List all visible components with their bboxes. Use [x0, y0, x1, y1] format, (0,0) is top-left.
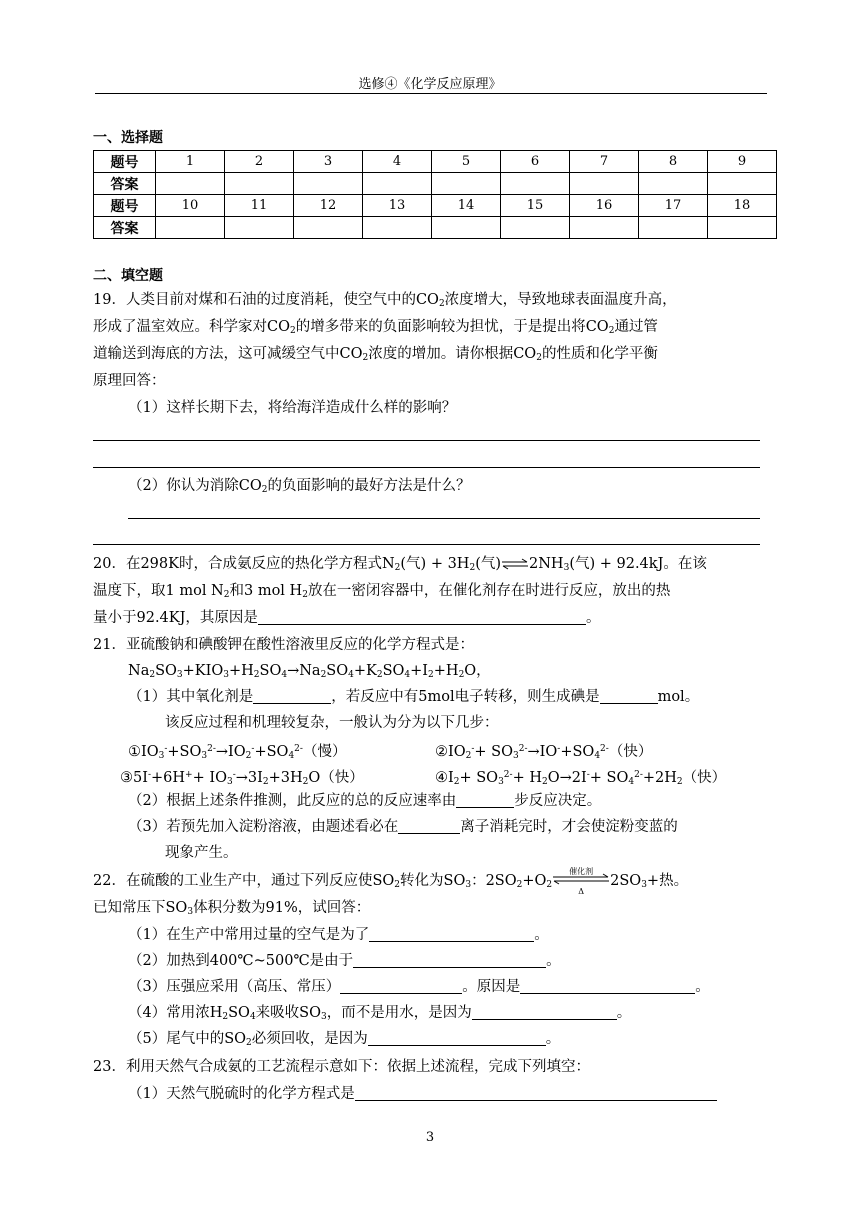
- question-number-cell: 1: [156, 151, 225, 173]
- reversible-arrow-icon: [501, 558, 529, 570]
- answer-cell[interactable]: [708, 217, 777, 239]
- q21-blank-step[interactable]: [456, 793, 514, 808]
- question-number-cell: 18: [708, 195, 777, 217]
- page-header: 选修④《化学反应原理》: [358, 77, 502, 92]
- question-number-cell: 12: [294, 195, 363, 217]
- q21-line1: 21．亚硫酸钠和碘酸钾在酸性溶液里反应的化学方程式是：: [93, 637, 474, 653]
- q21-blank-ion[interactable]: [398, 819, 460, 834]
- question-number-cell: 14: [432, 195, 501, 217]
- question-number-cell: 16: [570, 195, 639, 217]
- catalyst-arrow: [552, 867, 610, 896]
- row-label-answer: 答案: [94, 217, 156, 239]
- q21-sub1: （1）其中氧化剂是 ，若反应中有5mol电子转移，则生成碘是 mol。: [128, 689, 700, 705]
- q22-sub4: （4）常用浓$H_2SO_4$来吸收$SO_3$，而不是用水，是因为 。: [128, 1005, 632, 1022]
- q19-line4: 原理回答：: [93, 373, 166, 389]
- q19-answer-line-3[interactable]: [128, 518, 760, 519]
- answer-cell[interactable]: [570, 173, 639, 195]
- q19-answer-line-4[interactable]: [93, 544, 760, 545]
- question-number-cell: 13: [363, 195, 432, 217]
- question-number-cell: 17: [639, 195, 708, 217]
- q19-answer-line-1[interactable]: [93, 440, 760, 441]
- answer-cell[interactable]: [156, 173, 225, 195]
- q22-blank-1[interactable]: [369, 927, 534, 942]
- table-row-answers: [94, 217, 777, 239]
- answer-cell[interactable]: [501, 173, 570, 195]
- q21-step2: $②IO_2^-+ SO_3^{2-}\to IO^-+SO_4^{2-}$（快）: [435, 744, 653, 761]
- q23-sub1: （1）天然气脱硫时的化学方程式是: [128, 1085, 717, 1103]
- heat-label: Δ: [578, 887, 585, 896]
- q19-line3: 道输送到海底的方法，这可减缓空气中$CO_2$浓度的增加。请你根据$CO_2$的性质和化学平衡: [93, 346, 658, 363]
- q22-blank-2[interactable]: [353, 953, 546, 968]
- answer-cell[interactable]: [294, 173, 363, 195]
- q21-step4: $④I_2+ SO_3^{2-}+ H_2O\to 2I^-+ SO_4^{2-}+2H_2$（快）: [435, 770, 727, 787]
- section-choice-title: 一、选择题: [93, 130, 163, 146]
- answer-cell[interactable]: [432, 217, 501, 239]
- q22-blank-4[interactable]: [472, 1005, 617, 1020]
- q21-sub3: （3）若预先加入淀粉溶液，由题述看必在 离子消耗完时，才会使淀粉变蓝的: [128, 819, 678, 835]
- question-number-cell: 5: [432, 151, 501, 173]
- question-number-cell: 11: [225, 195, 294, 217]
- question-number-cell: 3: [294, 151, 363, 173]
- q21-sub3-cont: 现象产生。: [165, 845, 238, 861]
- answer-cell[interactable]: [225, 173, 294, 195]
- q20-line2: 温度下，取1 mol $N_2$和3 mol $H_2$放在一密闭容器中，在催化剂存在时进行反应，放出的热: [93, 583, 671, 600]
- header-divider: [95, 93, 767, 94]
- q19-sub2: （2）你认为消除$CO_2$的负面影响的最好方法是什么？: [128, 478, 471, 495]
- answer-table: [93, 150, 777, 239]
- q19-line2: 形成了温室效应。科学家对$CO_2$的增多带来的负面影响较为担忧，于是提出将$CO_2$通过管: [93, 319, 658, 336]
- q22-sub5: （5）尾气中的$SO_2$必须回收，是因为 。: [128, 1031, 561, 1048]
- section-fill-title: 二、填空题: [93, 268, 163, 284]
- answer-cell[interactable]: [432, 173, 501, 195]
- q21-equation: $Na_2SO_3+KIO_3+H_2SO_4\to Na_2SO_4+K_2SO_4+I_2+H_2O$，: [128, 663, 491, 680]
- answer-cell[interactable]: [363, 173, 432, 195]
- answer-cell[interactable]: [294, 217, 363, 239]
- question-number-cell: 7: [570, 151, 639, 173]
- q21-step1: $①IO_3^-+SO_3^{2-}\to IO_2^-+SO_4^{2-}$（慢）: [128, 744, 347, 761]
- q20-line1: 20．在298K时，合成氨反应的热化学方程式$N_2$(气) + $3H_2$(气) $2NH_3$(气) + 92.4kJ。在该: [93, 556, 707, 573]
- q22-blank-3a[interactable]: [340, 979, 462, 994]
- question-number-cell: 2: [225, 151, 294, 173]
- question-number-cell: 10: [156, 195, 225, 217]
- table-row-question-numbers: [94, 151, 777, 173]
- q21-sub2: （2）根据上述条件推测，此反应的总的反应速率由 步反应决定。: [128, 793, 602, 809]
- page-number: 3: [425, 1130, 435, 1145]
- question-number-cell: 6: [501, 151, 570, 173]
- q20-line3: 量小于92.4KJ，其原因是 。: [93, 610, 601, 626]
- q22-sub2: （2）加热到400℃~500℃是由于 。: [128, 953, 561, 969]
- question-number-cell: 4: [363, 151, 432, 173]
- q22-blank-5[interactable]: [368, 1031, 546, 1046]
- q22-line1: 22．在硫酸的工业生产中，通过下列反应使$SO_2$转化为$SO_3$：$2SO_2+O_2$ 催化剂 Δ $2SO_3+$热。: [93, 872, 688, 894]
- answer-cell[interactable]: [570, 217, 639, 239]
- table-row-answers: [94, 173, 777, 195]
- q21-step3: ③5I-+6H++ $IO_3^-\to 3I_2+3H_2O$（快）: [120, 770, 364, 787]
- answer-cell[interactable]: [363, 217, 432, 239]
- row-label-question: 题号: [94, 151, 156, 173]
- question-number-cell: 15: [501, 195, 570, 217]
- q22-blank-3b[interactable]: [520, 979, 695, 994]
- q23-line1: 23．利用天然气合成氨的工艺流程示意如下：依据上述流程，完成下列填空：: [93, 1059, 590, 1075]
- q19-answer-line-2[interactable]: [93, 467, 760, 468]
- row-label-answer: 答案: [94, 173, 156, 195]
- table-row-question-numbers: [94, 195, 777, 217]
- answer-cell[interactable]: [225, 217, 294, 239]
- answer-cell[interactable]: [501, 217, 570, 239]
- q23-blank-1[interactable]: [355, 1086, 717, 1101]
- answer-cell[interactable]: [639, 217, 708, 239]
- q22-line2: 已知常压下$SO_3$体积分数为91%，试回答：: [93, 900, 371, 917]
- q21-blank-oxidant[interactable]: [253, 689, 331, 704]
- question-number-cell: 9: [708, 151, 777, 173]
- q19-line1: 19．人类目前对煤和石油的过度消耗，使空气中的$CO_2$浓度增大，导致地球表面温度升高，: [93, 292, 677, 309]
- answer-cell[interactable]: [639, 173, 708, 195]
- q21-blank-iodine[interactable]: [600, 689, 658, 704]
- q22-sub1: （1）在生产中常用过量的空气是为了 。: [128, 927, 549, 943]
- q19-sub1: （1）这样长期下去，将给海洋造成什么样的影响？: [128, 400, 457, 416]
- q22-sub3: （3）压强应采用（高压、常压） 。原因是 。: [128, 979, 710, 995]
- answer-cell[interactable]: [156, 217, 225, 239]
- q21-sub1-note: 该反应过程和机理较复杂，一般认为分为以下几步：: [165, 715, 499, 731]
- answer-cell[interactable]: [708, 173, 777, 195]
- catalyst-label: 催化剂: [569, 867, 594, 876]
- row-label-question: 题号: [94, 195, 156, 217]
- q20-blank[interactable]: [258, 610, 586, 625]
- question-number-cell: 8: [639, 151, 708, 173]
